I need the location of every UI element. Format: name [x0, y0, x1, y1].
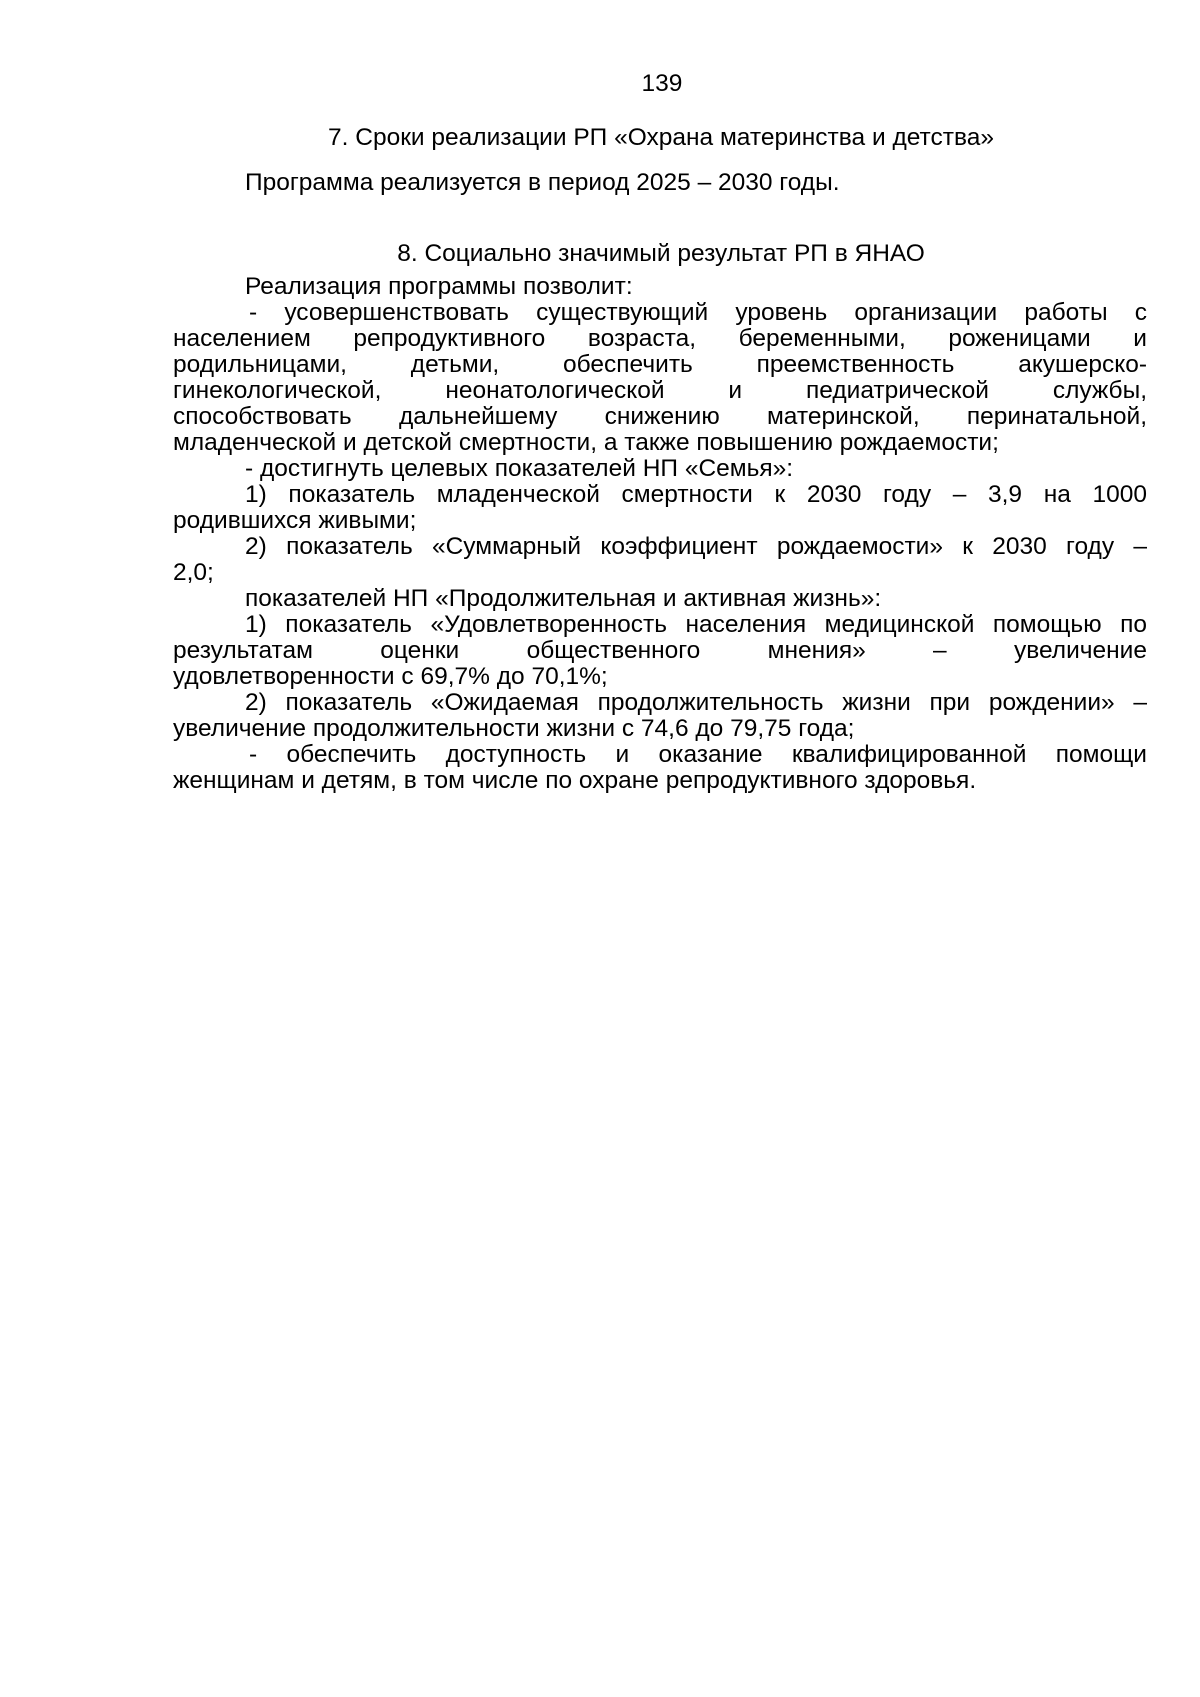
text-line: 2) показатель «Ожидаемая продолжительность жизни при рождении» –: [245, 689, 1147, 716]
text-line: показателей НП «Продолжительная и активная жизнь»:: [245, 585, 882, 612]
text-line: - усовершенствовать существующий уровень организации работы с: [249, 299, 1147, 326]
text-line: 1) показатель младенческой смертности к 2030 году – 3,9 на 1000: [245, 481, 1147, 508]
text-line: 1) показатель «Удовлетворенность населения медицинской помощью по: [245, 611, 1147, 638]
text-line: способствовать дальнейшему снижению материнской, перинатальной,: [173, 403, 1147, 430]
page-number: 139: [641, 70, 683, 97]
text-line: родильницами, детьми, обеспечить преемственность акушерско-: [173, 351, 1147, 378]
text-line: младенческой и детской смертности, а также повышению рождаемости;: [173, 429, 999, 456]
text-line: гинекологической, неонатологической и педиатрической службы,: [173, 377, 1147, 404]
text-line: 2) показатель «Суммарный коэффициент рождаемости» к 2030 году –: [245, 533, 1147, 560]
text-line: результатам оценки общественного мнения» – увеличение: [173, 637, 1147, 664]
text-line: Реализация программы позволит:: [245, 273, 633, 300]
text-line: увеличение продолжительности жизни с 74,6 до 79,75 года;: [173, 715, 855, 742]
section-7-text: Программа реализуется в период 2025 – 2030 годы.: [245, 169, 840, 196]
text-line: удовлетворенности с 69,7% до 70,1%;: [173, 663, 608, 690]
section-8-heading: 8. Социально значимый результат РП в ЯНАО: [397, 240, 925, 267]
section-7-heading: 7. Сроки реализации РП «Охрана материнства и детства»: [328, 124, 994, 151]
text-line: населением репродуктивного возраста, беременными, роженицами и: [173, 325, 1147, 352]
text-line: - достигнуть целевых показателей НП «Семья»:: [245, 455, 794, 482]
text-line: 2,0;: [173, 559, 214, 586]
text-line: женщинам и детям, в том числе по охране репродуктивного здоровья.: [173, 767, 977, 794]
text-line: - обеспечить доступность и оказание квалифицированной помощи: [249, 741, 1147, 768]
text-line: родившихся живыми;: [173, 507, 417, 534]
